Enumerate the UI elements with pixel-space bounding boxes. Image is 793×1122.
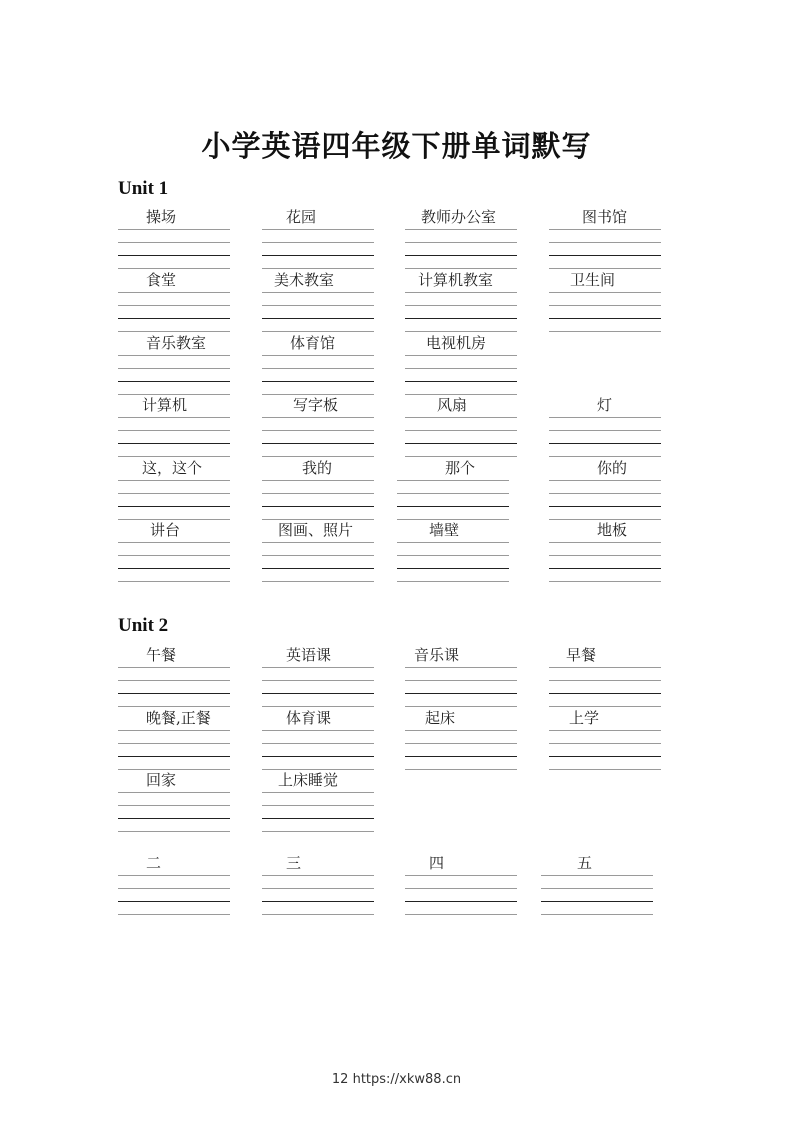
dictation-cell (262, 396, 374, 460)
writing-line[interactable] (549, 292, 661, 293)
writing-line[interactable] (118, 730, 230, 731)
writing-line[interactable] (118, 268, 230, 269)
writing-line[interactable] (549, 706, 661, 707)
word-prompt: 美术教室 (274, 271, 335, 289)
dictation-cell (262, 854, 374, 918)
dictation-cell (262, 208, 374, 272)
writing-line[interactable] (118, 456, 230, 457)
writing-baseline[interactable] (262, 756, 374, 757)
dictation-cell (549, 646, 661, 710)
writing-baseline[interactable] (118, 901, 230, 902)
dictation-cell (549, 709, 661, 773)
word-prompt: 回家 (146, 771, 177, 789)
writing-line[interactable] (405, 417, 517, 418)
writing-line[interactable] (118, 430, 230, 431)
word-prompt: 风扇 (437, 396, 468, 414)
writing-baseline[interactable] (405, 318, 517, 319)
writing-line[interactable] (549, 331, 661, 332)
dictation-cell (549, 396, 661, 460)
writing-line[interactable] (549, 542, 661, 543)
writing-baseline[interactable] (549, 756, 661, 757)
writing-line[interactable] (397, 542, 509, 543)
writing-line[interactable] (118, 493, 230, 494)
writing-line[interactable] (262, 743, 374, 744)
writing-line[interactable] (262, 229, 374, 230)
writing-baseline[interactable] (405, 693, 517, 694)
writing-line[interactable] (262, 914, 374, 915)
writing-line[interactable] (118, 519, 230, 520)
dictation-cell (549, 521, 661, 585)
word-prompt: 那个 (445, 459, 476, 477)
dictation-cell (405, 396, 517, 460)
writing-line[interactable] (118, 417, 230, 418)
writing-baseline[interactable] (118, 381, 230, 382)
writing-line[interactable] (405, 242, 517, 243)
dictation-cell (405, 709, 517, 773)
word-prompt: 计算机教室 (418, 271, 494, 289)
dictation-cell (262, 771, 374, 835)
writing-line[interactable] (262, 706, 374, 707)
writing-line[interactable] (405, 229, 517, 230)
writing-baseline[interactable] (405, 255, 517, 256)
dictation-cell (405, 334, 517, 398)
dictation-cell (118, 854, 230, 918)
dictation-cell (405, 646, 517, 710)
writing-line[interactable] (405, 680, 517, 681)
writing-baseline[interactable] (118, 568, 230, 569)
writing-line[interactable] (262, 519, 374, 520)
writing-line[interactable] (118, 355, 230, 356)
unit-1-heading: Unit 1 (118, 178, 169, 199)
dictation-cell (549, 208, 661, 272)
writing-line[interactable] (118, 888, 230, 889)
word-prompt: 上床睡觉 (278, 771, 339, 789)
writing-line[interactable] (262, 792, 374, 793)
word-prompt: 四 (429, 854, 445, 872)
writing-line[interactable] (549, 493, 661, 494)
writing-line[interactable] (118, 831, 230, 832)
writing-line[interactable] (397, 493, 509, 494)
writing-line[interactable] (118, 581, 230, 582)
writing-baseline[interactable] (262, 255, 374, 256)
writing-line[interactable] (405, 394, 517, 395)
writing-line[interactable] (262, 355, 374, 356)
writing-line[interactable] (549, 680, 661, 681)
word-prompt: 二 (146, 854, 162, 872)
writing-line[interactable] (549, 229, 661, 230)
writing-line[interactable] (541, 875, 653, 876)
writing-baseline[interactable] (262, 693, 374, 694)
writing-line[interactable] (549, 667, 661, 668)
word-prompt: 这，这个 (142, 459, 203, 477)
writing-line[interactable] (405, 456, 517, 457)
writing-baseline[interactable] (549, 568, 661, 569)
writing-line[interactable] (262, 888, 374, 889)
dictation-cell (262, 646, 374, 710)
writing-line[interactable] (262, 268, 374, 269)
word-prompt: 体育课 (286, 709, 332, 727)
dictation-cell (262, 521, 374, 585)
dictation-cell (118, 459, 230, 523)
word-prompt: 花园 (286, 208, 317, 226)
writing-baseline[interactable] (118, 756, 230, 757)
writing-line[interactable] (118, 394, 230, 395)
word-prompt: 地板 (597, 521, 628, 539)
unit-2-heading: Unit 2 (118, 615, 169, 636)
writing-baseline[interactable] (118, 318, 230, 319)
word-prompt: 食堂 (146, 271, 177, 289)
writing-line[interactable] (262, 305, 374, 306)
writing-line[interactable] (549, 555, 661, 556)
writing-baseline[interactable] (118, 693, 230, 694)
writing-line[interactable] (118, 792, 230, 793)
word-prompt: 上学 (569, 709, 600, 727)
writing-line[interactable] (262, 875, 374, 876)
writing-line[interactable] (549, 743, 661, 744)
word-prompt: 晚餐,正餐 (146, 709, 211, 727)
word-prompt: 起床 (425, 709, 456, 727)
writing-line[interactable] (549, 730, 661, 731)
dictation-cell (405, 854, 517, 918)
writing-line[interactable] (405, 888, 517, 889)
writing-line[interactable] (262, 493, 374, 494)
writing-line[interactable] (262, 581, 374, 582)
writing-baseline[interactable] (549, 693, 661, 694)
word-prompt: 图书馆 (582, 208, 628, 226)
writing-baseline[interactable] (262, 318, 374, 319)
writing-line[interactable] (118, 706, 230, 707)
writing-baseline[interactable] (405, 443, 517, 444)
word-prompt: 音乐课 (414, 646, 460, 664)
writing-line[interactable] (405, 331, 517, 332)
writing-line[interactable] (118, 305, 230, 306)
writing-line[interactable] (262, 331, 374, 332)
dictation-cell (118, 334, 230, 398)
writing-line[interactable] (405, 743, 517, 744)
writing-line[interactable] (262, 394, 374, 395)
writing-line[interactable] (549, 456, 661, 457)
writing-line[interactable] (405, 305, 517, 306)
dictation-cell (397, 459, 509, 523)
writing-line[interactable] (118, 743, 230, 744)
writing-line[interactable] (262, 417, 374, 418)
dictation-cell (262, 459, 374, 523)
writing-line[interactable] (118, 680, 230, 681)
writing-line[interactable] (549, 769, 661, 770)
writing-line[interactable] (118, 914, 230, 915)
writing-line[interactable] (118, 368, 230, 369)
writing-line[interactable] (118, 229, 230, 230)
writing-line[interactable] (405, 430, 517, 431)
writing-line[interactable] (549, 305, 661, 306)
writing-baseline[interactable] (262, 818, 374, 819)
writing-baseline[interactable] (549, 318, 661, 319)
writing-line[interactable] (397, 480, 509, 481)
writing-line[interactable] (262, 542, 374, 543)
writing-baseline[interactable] (118, 443, 230, 444)
writing-line[interactable] (397, 519, 509, 520)
word-prompt: 写字板 (293, 396, 339, 414)
dictation-cell (405, 208, 517, 272)
writing-line[interactable] (118, 805, 230, 806)
writing-line[interactable] (549, 430, 661, 431)
writing-line[interactable] (262, 430, 374, 431)
writing-baseline[interactable] (262, 901, 374, 902)
writing-line[interactable] (262, 555, 374, 556)
writing-line[interactable] (262, 480, 374, 481)
dictation-cell (397, 521, 509, 585)
writing-baseline[interactable] (262, 443, 374, 444)
writing-line[interactable] (541, 914, 653, 915)
writing-line[interactable] (262, 667, 374, 668)
word-prompt: 讲台 (150, 521, 181, 539)
writing-baseline[interactable] (118, 506, 230, 507)
dictation-cell (118, 646, 230, 710)
writing-line[interactable] (262, 730, 374, 731)
word-prompt: 你的 (597, 459, 628, 477)
page-footer: 12 https://xkw88.cn (331, 1072, 462, 1087)
writing-baseline[interactable] (262, 506, 374, 507)
writing-line[interactable] (118, 242, 230, 243)
dictation-cell (118, 271, 230, 335)
dictation-cell (541, 854, 653, 918)
word-prompt: 计算机 (142, 396, 188, 414)
writing-line[interactable] (549, 268, 661, 269)
writing-baseline[interactable] (541, 901, 653, 902)
word-prompt: 我的 (302, 459, 333, 477)
writing-baseline[interactable] (397, 506, 509, 507)
writing-line[interactable] (405, 368, 517, 369)
writing-line[interactable] (118, 480, 230, 481)
writing-baseline[interactable] (549, 255, 661, 256)
dictation-cell (549, 271, 661, 335)
writing-line[interactable] (118, 769, 230, 770)
word-prompt: 五 (577, 854, 593, 872)
writing-line[interactable] (541, 888, 653, 889)
writing-baseline[interactable] (549, 443, 661, 444)
writing-line[interactable] (118, 331, 230, 332)
writing-baseline[interactable] (397, 568, 509, 569)
writing-line[interactable] (549, 417, 661, 418)
writing-line[interactable] (118, 667, 230, 668)
writing-baseline[interactable] (405, 756, 517, 757)
writing-line[interactable] (262, 242, 374, 243)
word-prompt: 电视机房 (426, 334, 487, 352)
writing-line[interactable] (405, 292, 517, 293)
dictation-cell (262, 271, 374, 335)
dictation-cell (118, 771, 230, 835)
writing-baseline[interactable] (549, 506, 661, 507)
word-prompt: 体育馆 (290, 334, 336, 352)
word-prompt: 教师办公室 (421, 208, 497, 226)
writing-line[interactable] (405, 268, 517, 269)
writing-line[interactable] (118, 555, 230, 556)
writing-line[interactable] (262, 769, 374, 770)
writing-line[interactable] (118, 542, 230, 543)
writing-line[interactable] (262, 292, 374, 293)
writing-line[interactable] (262, 831, 374, 832)
word-prompt: 图画、照片 (278, 521, 354, 539)
writing-baseline[interactable] (262, 381, 374, 382)
word-prompt: 音乐教室 (146, 334, 207, 352)
writing-baseline[interactable] (405, 901, 517, 902)
dictation-cell (549, 459, 661, 523)
word-prompt: 英语课 (286, 646, 332, 664)
dictation-cell (118, 709, 230, 773)
writing-line[interactable] (118, 292, 230, 293)
writing-line[interactable] (405, 769, 517, 770)
dictation-cell (118, 521, 230, 585)
writing-line[interactable] (549, 242, 661, 243)
writing-line[interactable] (405, 914, 517, 915)
word-prompt: 三 (286, 854, 302, 872)
writing-line[interactable] (397, 555, 509, 556)
writing-baseline[interactable] (118, 255, 230, 256)
writing-baseline[interactable] (118, 818, 230, 819)
writing-line[interactable] (405, 706, 517, 707)
writing-line[interactable] (262, 456, 374, 457)
writing-line[interactable] (118, 875, 230, 876)
writing-line[interactable] (405, 875, 517, 876)
writing-line[interactable] (549, 480, 661, 481)
word-prompt: 灯 (597, 396, 613, 414)
writing-line[interactable] (262, 368, 374, 369)
word-prompt: 早餐 (566, 646, 597, 664)
word-prompt: 卫生间 (570, 271, 616, 289)
dictation-cell (118, 208, 230, 272)
word-prompt: 午餐 (146, 646, 177, 664)
dictation-cell (262, 709, 374, 773)
writing-baseline[interactable] (262, 568, 374, 569)
dictation-cell (405, 271, 517, 335)
writing-line[interactable] (405, 355, 517, 356)
word-prompt: 操场 (146, 208, 177, 226)
page-title: 小学英语四年级下册单词默写 (201, 129, 592, 163)
dictation-cell (118, 396, 230, 460)
writing-line[interactable] (262, 680, 374, 681)
writing-line[interactable] (549, 519, 661, 520)
writing-line[interactable] (397, 581, 509, 582)
writing-line[interactable] (549, 581, 661, 582)
writing-line[interactable] (405, 730, 517, 731)
dictation-cell (262, 334, 374, 398)
writing-line[interactable] (262, 805, 374, 806)
writing-baseline[interactable] (405, 381, 517, 382)
writing-line[interactable] (405, 667, 517, 668)
word-prompt: 墙壁 (429, 521, 460, 539)
